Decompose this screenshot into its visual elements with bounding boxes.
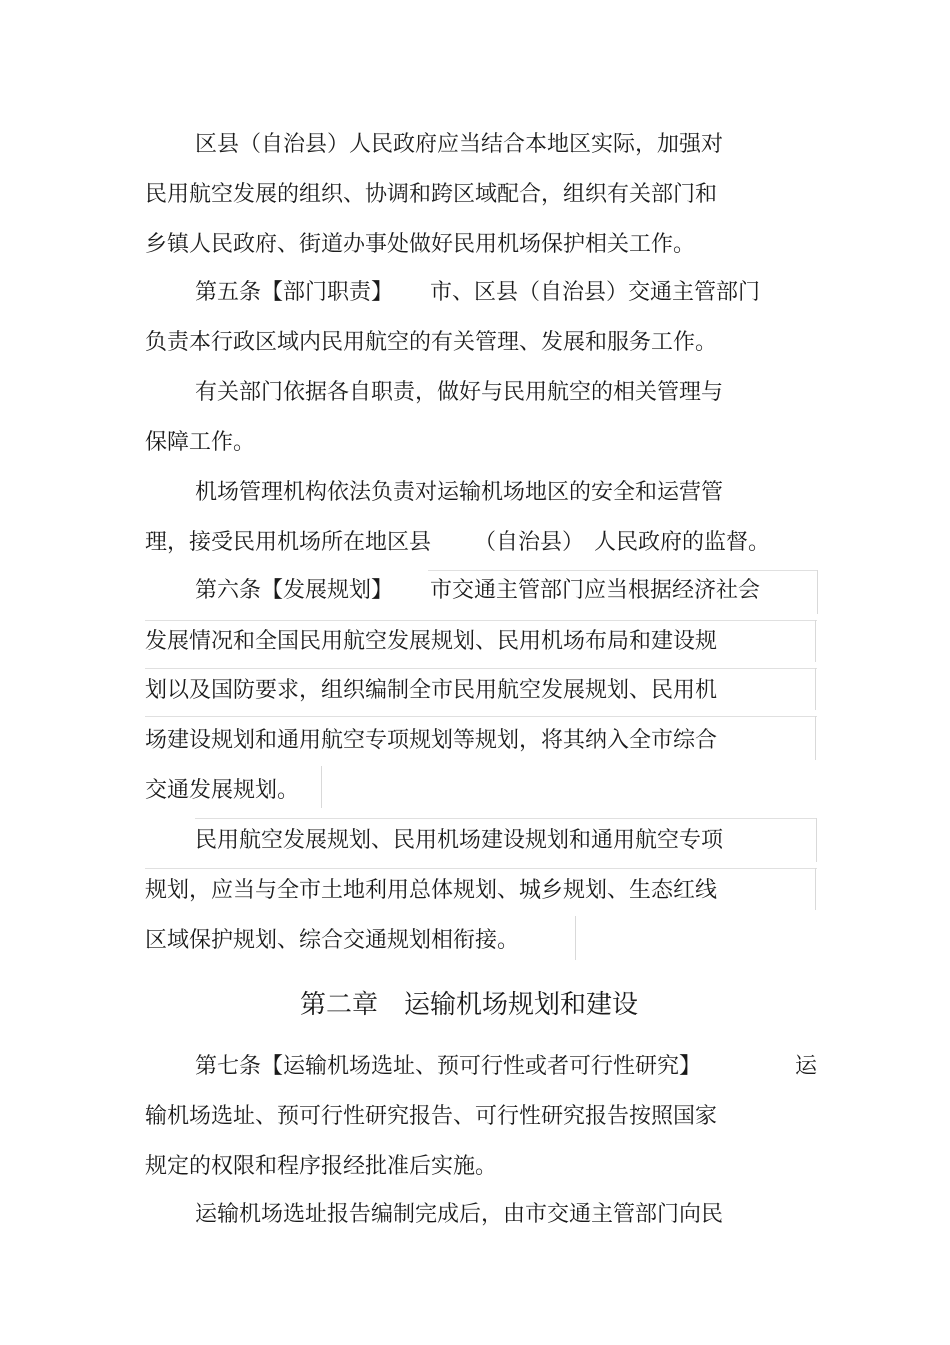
text-line: 民用航空发展的组织、协调和跨区域配合，组织有关部门和 <box>145 182 718 207</box>
rule-line <box>145 668 817 669</box>
rule-line <box>321 766 322 808</box>
text-line: 保障工作。 <box>145 430 256 455</box>
text-line: 规定的权限和程序报经批准后实施。 <box>145 1154 498 1179</box>
text-line: 市交通主管部门应当根据经济社会 <box>430 578 761 603</box>
text-line: 区县（自治县）人民政府应当结合本地区实际，加强对 <box>195 132 724 157</box>
text-line: 人民政府的监督。 <box>594 530 771 555</box>
text-line: 运 <box>795 1054 818 1079</box>
rule-line <box>817 570 818 614</box>
rule-line <box>815 668 816 710</box>
text-line: 规划，应当与全市土地利用总体规划、城乡规划、生态红线 <box>145 878 718 903</box>
text-line: 市、区县（自治县）交通主管部门 <box>430 280 761 305</box>
text-line: 民用航空发展规划、民用机场建设规划和通用航空专项 <box>195 828 724 853</box>
text-line: 场建设规划和通用航空专项规划等规划，将其纳入全市综合 <box>145 728 718 753</box>
text-line: 负责本行政区域内民用航空的有关管理、发展和服务工作。 <box>145 330 718 355</box>
text-line: 机场管理机构依法负责对运输机场地区的安全和运营管 <box>195 480 724 505</box>
rule-line <box>815 620 816 662</box>
rule-line <box>145 716 817 717</box>
article-heading: 第六条【发展规划】 <box>195 578 394 603</box>
chapter-heading: 第二章 运输机场规划和建设 <box>300 990 639 1020</box>
text-line: 划以及国防要求，组织编制全市民用航空发展规划、民用机 <box>145 678 718 703</box>
text-line: 交通发展规划。 <box>145 778 300 803</box>
text-line: 理，接受民用机场所在地区县 <box>145 530 432 555</box>
rule-line <box>195 818 817 819</box>
text-line: 区域保护规划、综合交通规划相衔接。 <box>145 928 520 953</box>
text-line: （自治县） <box>474 530 585 555</box>
text-line: 运输机场选址报告编制完成后，由市交通主管部门向民 <box>195 1202 724 1227</box>
text-line: 乡镇人民政府、街道办事处做好民用机场保护相关工作。 <box>145 232 696 257</box>
rule-line <box>145 868 817 869</box>
rule-line <box>816 818 817 862</box>
text-line: 有关部门依据各自职责，做好与民用航空的相关管理与 <box>195 380 724 405</box>
rule-line <box>815 716 816 760</box>
article-heading: 第五条【部门职责】 <box>195 280 394 305</box>
rule-line <box>815 868 816 910</box>
text-line: 发展情况和全国民用航空发展规划、民用机场布局和建设规 <box>145 629 718 654</box>
text-line: 输机场选址、预可行性研究报告、可行性研究报告按照国家 <box>145 1104 718 1129</box>
rule-line <box>428 570 818 571</box>
rule-line <box>575 916 576 960</box>
rule-line <box>145 620 817 621</box>
article-heading: 第七条【运输机场选址、预可行性或者可行性研究】 <box>195 1054 702 1079</box>
